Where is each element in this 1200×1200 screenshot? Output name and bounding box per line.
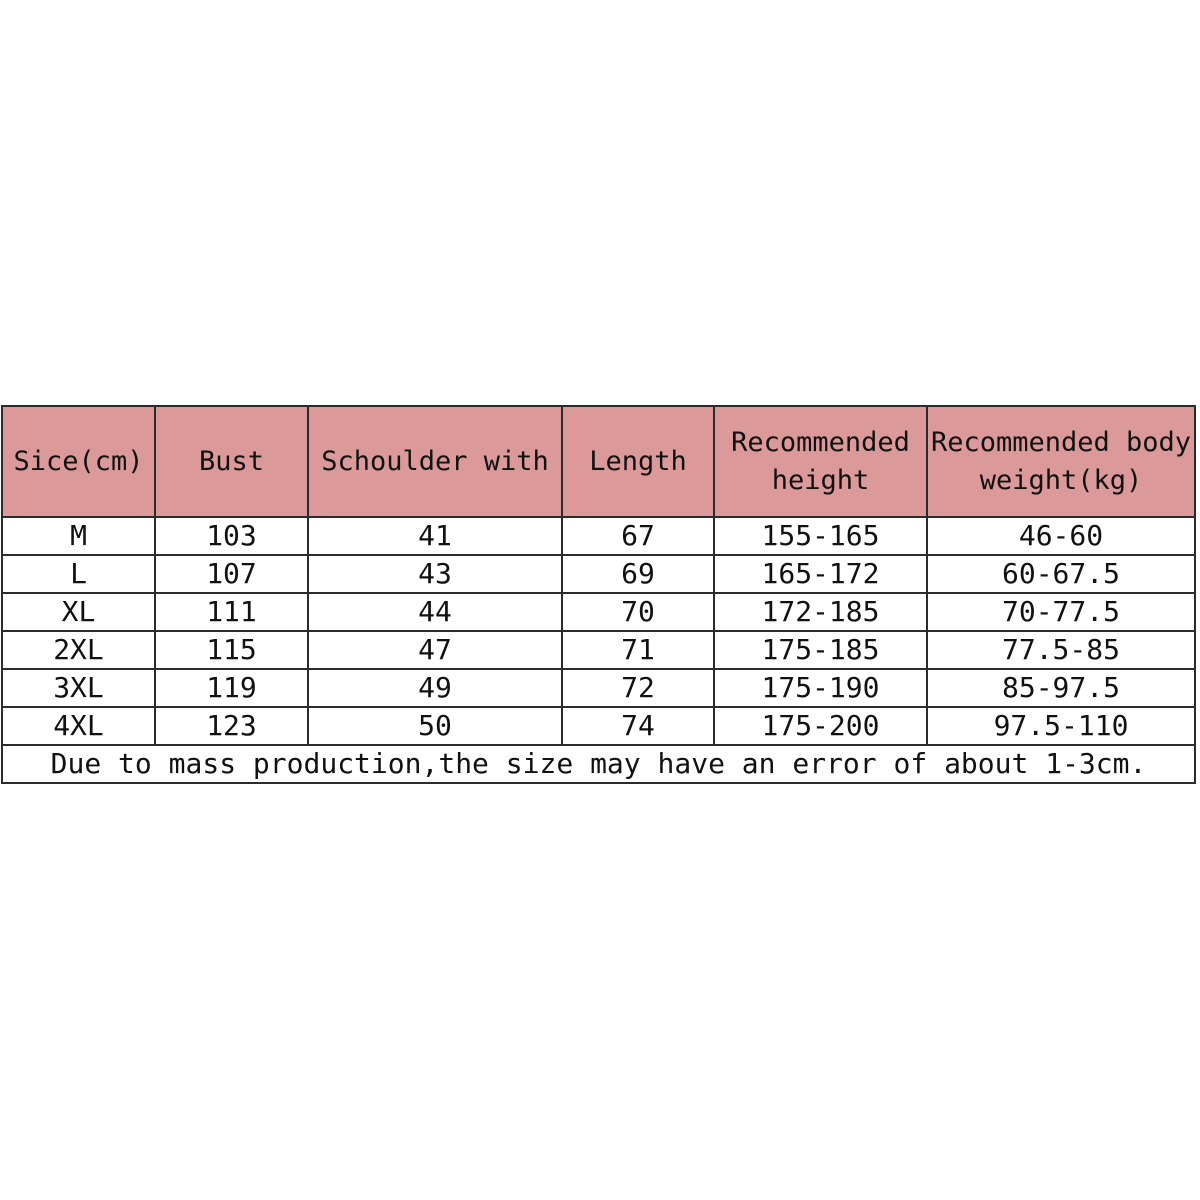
cell-length: 67 bbox=[562, 517, 714, 555]
cell-bust: 103 bbox=[155, 517, 308, 555]
cell-shoulder-width: 47 bbox=[308, 631, 562, 669]
table-row bbox=[2, 517, 1195, 555]
cell-recommended-weight: 70-77.5 bbox=[927, 593, 1195, 631]
column-header-size: Sice(cm) bbox=[2, 406, 155, 517]
table-row bbox=[2, 631, 1195, 669]
cell-size: 3XL bbox=[2, 669, 155, 707]
cell-bust: 111 bbox=[155, 593, 308, 631]
table-row bbox=[2, 555, 1195, 593]
cell-recommended-height: 175-190 bbox=[714, 669, 927, 707]
cell-shoulder-width: 50 bbox=[308, 707, 562, 745]
cell-length: 71 bbox=[562, 631, 714, 669]
cell-length: 69 bbox=[562, 555, 714, 593]
column-header-recommended-height: Recommended height bbox=[714, 406, 927, 517]
size-table bbox=[1, 405, 1196, 784]
cell-recommended-height: 175-200 bbox=[714, 707, 927, 745]
cell-recommended-weight: 97.5-110 bbox=[927, 707, 1195, 745]
cell-bust: 115 bbox=[155, 631, 308, 669]
size-chart bbox=[1, 405, 1194, 784]
table-row bbox=[2, 669, 1195, 707]
cell-recommended-height: 175-185 bbox=[714, 631, 927, 669]
table-row bbox=[2, 707, 1195, 745]
cell-bust: 107 bbox=[155, 555, 308, 593]
cell-shoulder-width: 44 bbox=[308, 593, 562, 631]
cell-shoulder-width: 49 bbox=[308, 669, 562, 707]
cell-size: 4XL bbox=[2, 707, 155, 745]
cell-recommended-weight: 60-67.5 bbox=[927, 555, 1195, 593]
cell-recommended-height: 172-185 bbox=[714, 593, 927, 631]
cell-length: 70 bbox=[562, 593, 714, 631]
cell-recommended-height: 155-165 bbox=[714, 517, 927, 555]
cell-recommended-height: 165-172 bbox=[714, 555, 927, 593]
cell-size: XL bbox=[2, 593, 155, 631]
cell-recommended-weight: 85-97.5 bbox=[927, 669, 1195, 707]
cell-shoulder-width: 41 bbox=[308, 517, 562, 555]
cell-size: M bbox=[2, 517, 155, 555]
column-header-length: Length bbox=[562, 406, 714, 517]
table-row bbox=[2, 593, 1195, 631]
column-header-shoulder-width: Schoulder with bbox=[308, 406, 562, 517]
cell-size: L bbox=[2, 555, 155, 593]
cell-recommended-weight: 77.5-85 bbox=[927, 631, 1195, 669]
cell-bust: 119 bbox=[155, 669, 308, 707]
table-body bbox=[2, 517, 1195, 745]
cell-length: 74 bbox=[562, 707, 714, 745]
column-header-recommended-weight: Recommended body weight(kg) bbox=[927, 406, 1195, 517]
cell-bust: 123 bbox=[155, 707, 308, 745]
production-note: Due to mass production,the size may have an error of about 1-3cm. bbox=[2, 745, 1195, 783]
header-row bbox=[2, 406, 1195, 517]
column-header-bust: Bust bbox=[155, 406, 308, 517]
cell-length: 72 bbox=[562, 669, 714, 707]
note-row bbox=[2, 745, 1195, 783]
cell-recommended-weight: 46-60 bbox=[927, 517, 1195, 555]
cell-shoulder-width: 43 bbox=[308, 555, 562, 593]
cell-size: 2XL bbox=[2, 631, 155, 669]
